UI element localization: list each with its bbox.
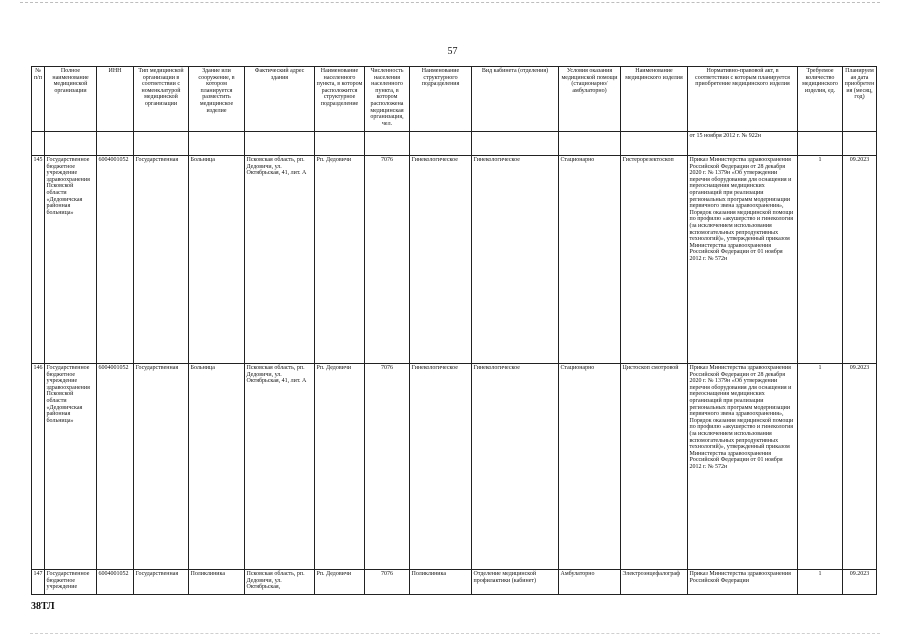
cell-org: Государственное бюджетное учреждение (45, 570, 97, 595)
table-row (32, 570, 877, 595)
cell-date: 09.2023 (843, 364, 877, 570)
cell-act: Приказ Министерства здравоохранения Российской Федерации от 28 декабря 2020 г. № 1379н «Об утверждении перечня оборудования для оснащения и переоснащения медицинских организаций при реализации региональных программ модернизации первичного звена здравоохранения», Порядок оказания медицинской помощи по профилю «акушерство и гинекология (за исключением использования вспомогательных репродуктивных технологий)», утвержденный приказом Министерства здравоохранения Российской Федерации от 01 ноября 2012 г. № 572н (688, 156, 798, 364)
continuation-row (32, 132, 877, 156)
cell-locality: Рп. Дедовичи (315, 364, 365, 570)
cell-population: 7076 (365, 364, 410, 570)
cell-building: Поликлиника (189, 570, 245, 595)
cell-unit: Гинекологическое (410, 364, 472, 570)
cell-population: 7076 (365, 570, 410, 595)
cell-num: 145 (32, 156, 45, 364)
header-qty: Требуемое количество медицинского изделия, ед. (798, 67, 843, 132)
header-conditions: Условия оказания медицинской помощи (стационарно/ амбулаторно) (559, 67, 621, 132)
header-unit: Наименование структурного подразделения (410, 67, 472, 132)
table-row (32, 364, 877, 570)
cell-device: Электроэнцефалограф (621, 570, 688, 595)
header-date: Планируемая дата приобретения (месяц, год) (843, 67, 877, 132)
cell-date: 09.2023 (843, 156, 877, 364)
cell-device: Гистерорезектоскоп (621, 156, 688, 364)
header-inn: ИНН (97, 67, 134, 132)
cell-locality: Рп. Дедовичи (315, 570, 365, 595)
cell-qty: 1 (798, 364, 843, 570)
header-locality: Наименование населенного пункта, в котором расположится структурное подразделение (315, 67, 365, 132)
cell-act: Приказ Министерства здравоохранения Российской Федерации (688, 570, 798, 595)
page-number: 57 (447, 46, 458, 57)
scan-bottom-edge (30, 633, 880, 634)
header-building: Здание или сооружение, в котором планируется разместить медицинское изделие (189, 67, 245, 132)
cell-inn: 6004001052 (97, 156, 134, 364)
cell-org: Государственное бюджетное учреждение здравоохранения Псковской области «Дедовичская районная больница» (45, 364, 97, 570)
header-population: Численность населения населенного пункта, в котором расположена медицинская организация, чел. (365, 67, 410, 132)
cell-inn: 6004001052 (97, 570, 134, 595)
equipment-table (31, 66, 877, 595)
continuation-act: от 15 ноября 2012 г. № 922н (688, 132, 798, 156)
cell-cabinet: Гинекологическое (472, 364, 559, 570)
cell-type: Государственная (134, 364, 189, 570)
cell-locality: Рп. Дедовичи (315, 156, 365, 364)
cell-population: 7076 (365, 156, 410, 364)
cell-cabinet: Отделение медицинской профилактики (кабинет) (472, 570, 559, 595)
cell-unit: Гинекологическое (410, 156, 472, 364)
cell-address: Псковская область, рп. Дедовичи, ул. Октябрьская, (245, 570, 315, 595)
cell-building: Больница (189, 156, 245, 364)
header-type: Тип медицинской организации в соответствии с номенклатурой медицинской организации (134, 67, 189, 132)
cell-qty: 1 (798, 156, 843, 364)
header-org: Полное наименование медицинской организации (45, 67, 97, 132)
cell-building: Больница (189, 364, 245, 570)
header-act: Нормативно-правовой акт, в соответствии с которым планируется приобретение медицинского изделия (688, 67, 798, 132)
cell-date: 09.2023 (843, 570, 877, 595)
header-device: Наименование медицинского изделия (621, 67, 688, 132)
cell-conditions: Стационарно (559, 156, 621, 364)
cell-inn: 6004001052 (97, 364, 134, 570)
cell-act: Приказ Министерства здравоохранения Российской Федерации от 28 декабря 2020 г. № 1379н «Об утверждении перечня оборудования для оснащения и переоснащения медицинских организаций при реализации региональных программ модернизации первичного звена здравоохранения», Порядок оказания медицинской помощи по профилю «акушерство и гинекология (за исключением использования вспомогательных репродуктивных технологий)», утвержденный приказом Министерства здравоохранения Российской Федерации от 01 ноября 2012 г. № 572н (688, 364, 798, 570)
cell-conditions: Стационарно (559, 364, 621, 570)
cell-unit: Поликлиника (410, 570, 472, 595)
cell-qty: 1 (798, 570, 843, 595)
cell-address: Псковская область, рп. Дедовичи, ул. Октябрьская, 41, лит. А (245, 364, 315, 570)
cell-num: 147 (32, 570, 45, 595)
cell-type: Государственная (134, 156, 189, 364)
cell-num: 146 (32, 364, 45, 570)
header-cabinet: Вид кабинета (отделения) (472, 67, 559, 132)
scan-top-edge (20, 2, 880, 3)
cell-type: Государственная (134, 570, 189, 595)
cell-cabinet: Гинекологическое (472, 156, 559, 364)
cell-device: Цистоскоп смотровой (621, 364, 688, 570)
header-num: № п/п (32, 67, 45, 132)
table-row (32, 156, 877, 364)
header-address: Фактический адрес здания (245, 67, 315, 132)
footer-code: 38ТЛ (31, 601, 55, 612)
cell-conditions: Амбулаторно (559, 570, 621, 595)
header-row (32, 67, 877, 132)
cell-org: Государственное бюджетное учреждение здравоохранения Псковской области «Дедовичская районная больница» (45, 156, 97, 364)
cell-address: Псковская область, рп. Дедовичи, ул. Октябрьская, 41, лит. А (245, 156, 315, 364)
